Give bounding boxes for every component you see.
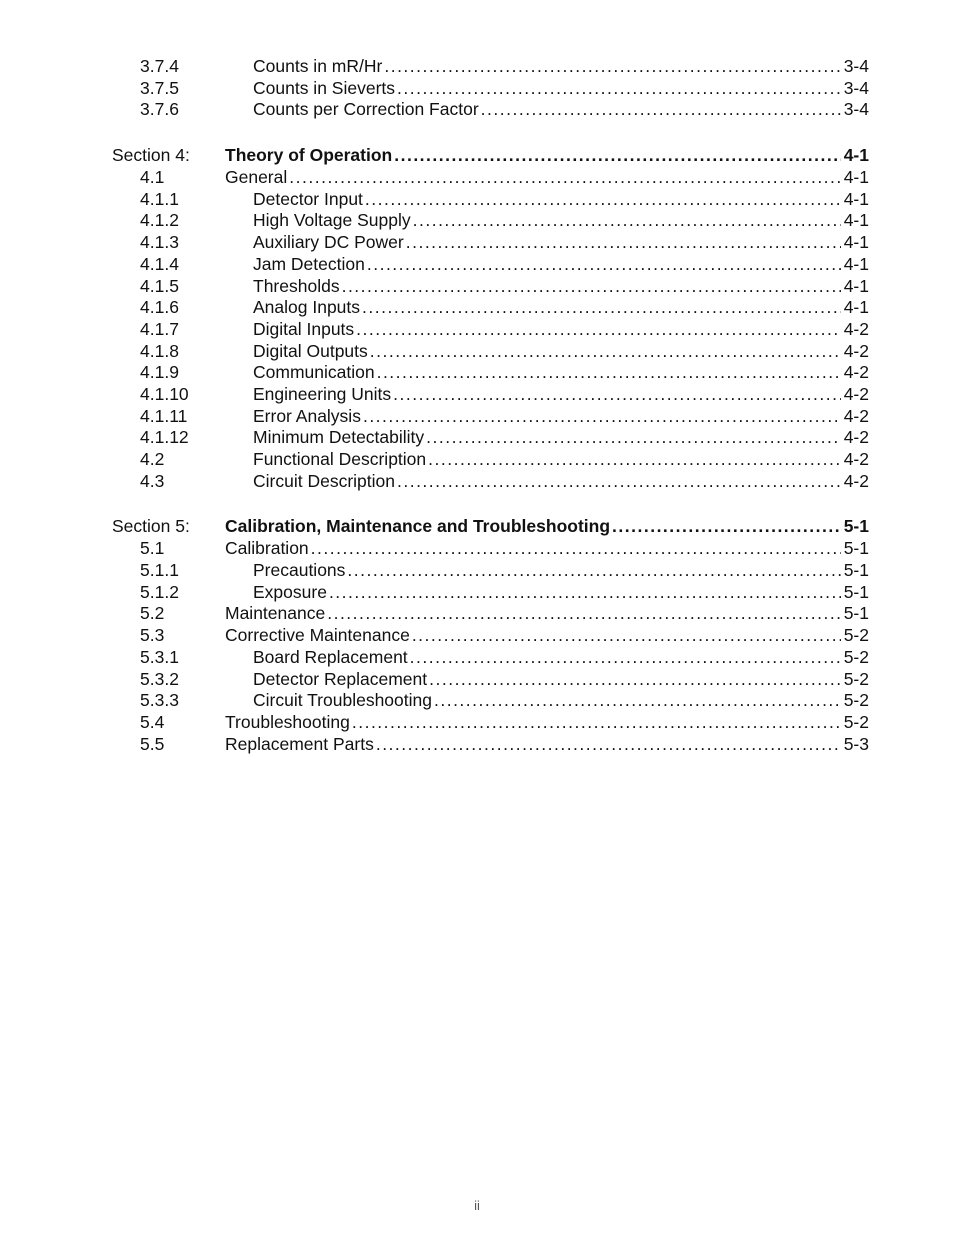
toc-entry-page: 4-1 bbox=[843, 232, 869, 253]
dot-leader bbox=[367, 254, 841, 276]
toc-entry-page: 4-2 bbox=[843, 405, 869, 426]
dot-leader bbox=[289, 167, 840, 189]
toc-entry-title: Maintenance bbox=[225, 603, 326, 624]
toc-entry-number: 4.1.12 bbox=[140, 427, 189, 448]
toc-entry-line bbox=[225, 254, 869, 276]
toc-entry[interactable] bbox=[112, 625, 869, 647]
dot-leader bbox=[362, 297, 841, 319]
toc-entry-title: Exposure bbox=[253, 581, 327, 602]
toc-entry-title: Counts in mR/Hr bbox=[253, 56, 383, 76]
toc-entry-page: 5-1 bbox=[843, 560, 869, 581]
toc-entry-line bbox=[225, 669, 869, 691]
toc-entry-page: 3-4 bbox=[843, 56, 869, 76]
toc-entry-title: Theory of Operation bbox=[225, 145, 393, 166]
dot-leader bbox=[370, 341, 841, 363]
toc-entry-page: 5-2 bbox=[843, 668, 869, 689]
toc-entry-line bbox=[225, 56, 869, 78]
toc-entry-page: 4-1 bbox=[843, 297, 869, 318]
toc-entry[interactable] bbox=[112, 362, 869, 384]
toc-entry[interactable] bbox=[112, 690, 869, 712]
toc-entry-title: Functional Description bbox=[253, 449, 427, 469]
toc-entry-title: Digital Inputs bbox=[253, 318, 355, 339]
toc-entry[interactable] bbox=[112, 647, 869, 669]
toc-entry-line bbox=[225, 514, 869, 538]
toc-entry[interactable] bbox=[112, 449, 869, 471]
toc-entry[interactable] bbox=[112, 232, 869, 254]
toc-entry-title: Circuit Description bbox=[253, 470, 395, 491]
toc-entry-page: 3-4 bbox=[843, 99, 869, 120]
toc-entry-title: Precautions bbox=[253, 560, 346, 581]
toc-entry[interactable] bbox=[112, 406, 869, 428]
toc-entry-line bbox=[225, 603, 869, 625]
toc-entry-number: 4.1.5 bbox=[140, 275, 179, 296]
dot-leader bbox=[342, 276, 841, 298]
toc-entry-number: 5.4 bbox=[140, 711, 165, 732]
toc-entry-title: Error Analysis bbox=[253, 405, 361, 426]
toc-entry-page: 5-1 bbox=[843, 538, 869, 559]
toc-entry-title: Counts in Sieverts bbox=[253, 77, 396, 98]
toc-entry-number: Section 5: bbox=[112, 516, 190, 537]
dot-leader bbox=[311, 538, 841, 560]
dot-leader bbox=[481, 99, 841, 121]
toc-entry-title: Circuit Troubleshooting bbox=[253, 690, 432, 711]
toc-entry-number: 4.1.3 bbox=[140, 232, 179, 253]
toc-entry-line bbox=[225, 167, 869, 189]
toc-entry-number: 4.1.9 bbox=[140, 362, 179, 383]
toc-entry-line bbox=[225, 471, 869, 493]
toc-entry[interactable] bbox=[112, 341, 869, 363]
toc-entry-title: Engineering Units bbox=[253, 383, 392, 404]
toc-entry-title: Thresholds bbox=[253, 275, 340, 296]
toc-entry[interactable] bbox=[112, 56, 869, 78]
dot-leader bbox=[428, 449, 841, 471]
toc-entry-number: 4.1.4 bbox=[140, 253, 179, 274]
toc-entry-page: 4-1 bbox=[843, 167, 869, 188]
toc-entry-line bbox=[225, 712, 869, 734]
dot-leader bbox=[365, 189, 841, 211]
toc-entry[interactable] bbox=[112, 78, 869, 100]
toc-entry-title: High Voltage Supply bbox=[253, 210, 411, 231]
toc-entry-title: Troubleshooting bbox=[225, 711, 350, 732]
toc-entry[interactable] bbox=[112, 734, 869, 756]
toc-entry-title: Board Replacement bbox=[253, 646, 408, 667]
toc-entry-line bbox=[225, 734, 869, 756]
toc-entry-number: 3.7.4 bbox=[140, 56, 179, 76]
toc-entry-title: Jam Detection bbox=[253, 253, 365, 274]
toc-entry-page: 4-1 bbox=[843, 275, 869, 296]
toc-entry-line bbox=[225, 582, 869, 604]
toc-entry-number: 5.3 bbox=[140, 625, 165, 646]
toc-entry-title: Auxiliary DC Power bbox=[253, 232, 404, 253]
toc-entry-line bbox=[225, 232, 869, 254]
toc-entry-number: 4.2 bbox=[140, 449, 165, 469]
toc-entry-number: 5.1.1 bbox=[140, 560, 179, 581]
toc-entry-page: 5-3 bbox=[843, 733, 869, 754]
toc-entry-line bbox=[225, 384, 869, 406]
toc-entry-number: 4.3 bbox=[140, 470, 165, 491]
toc-entry[interactable] bbox=[112, 319, 869, 341]
dot-leader bbox=[412, 625, 841, 647]
toc-entry-title: Calibration, Maintenance and Troubleshooting bbox=[225, 516, 611, 537]
toc-entry-number: 4.1.10 bbox=[140, 383, 189, 404]
toc-entry-page: 4-2 bbox=[843, 449, 869, 469]
toc-entry-title: Counts per Correction Factor bbox=[253, 99, 479, 120]
toc-entry-title: Replacement Parts bbox=[225, 733, 374, 754]
toc-entry-number: 4.1 bbox=[140, 167, 165, 188]
toc-entry[interactable] bbox=[112, 582, 869, 604]
toc-section-heading[interactable] bbox=[112, 143, 869, 167]
dot-leader bbox=[410, 647, 841, 669]
toc-entry-line bbox=[225, 449, 869, 471]
toc-entry-number: 3.7.6 bbox=[140, 99, 179, 120]
toc-entry-page: 5-2 bbox=[843, 690, 869, 711]
dot-leader bbox=[327, 603, 840, 625]
toc-entry-line bbox=[225, 560, 869, 582]
toc-entry[interactable] bbox=[112, 669, 869, 691]
toc-entry-line bbox=[225, 647, 869, 669]
toc-entry-title: Communication bbox=[253, 362, 375, 383]
toc-entry-page: 5-1 bbox=[843, 581, 869, 602]
toc-entry-page: 5-2 bbox=[843, 646, 869, 667]
toc-entry-page: 4-1 bbox=[843, 145, 869, 166]
toc-entry[interactable] bbox=[112, 603, 869, 625]
toc-entry[interactable] bbox=[112, 189, 869, 211]
dot-leader bbox=[347, 560, 840, 582]
toc-entry[interactable] bbox=[112, 167, 869, 189]
toc-entry-line bbox=[225, 341, 869, 363]
dot-leader bbox=[397, 78, 841, 100]
dot-leader bbox=[393, 384, 841, 406]
dot-leader bbox=[406, 232, 841, 254]
toc-entry-title: Corrective Maintenance bbox=[225, 625, 410, 646]
toc-entry-page: 5-2 bbox=[843, 711, 869, 732]
page-number: ii bbox=[474, 1198, 480, 1213]
dot-leader bbox=[413, 210, 841, 232]
toc-entry-page: 4-2 bbox=[843, 427, 869, 448]
toc-entry-number: 5.3.2 bbox=[140, 668, 179, 689]
toc-entry[interactable] bbox=[112, 297, 869, 319]
toc-entry[interactable] bbox=[112, 471, 869, 493]
toc-entry-page: 3-4 bbox=[843, 77, 869, 98]
dot-leader bbox=[397, 471, 841, 493]
toc-entry-page: 5-2 bbox=[843, 625, 869, 646]
toc-entry-line bbox=[225, 276, 869, 298]
toc-group bbox=[112, 143, 869, 492]
toc-entry-title: Calibration bbox=[225, 538, 309, 559]
table-of-contents bbox=[112, 56, 869, 777]
toc-section-heading[interactable] bbox=[112, 514, 869, 538]
toc-entry-number: 5.3.3 bbox=[140, 690, 179, 711]
toc-entry[interactable] bbox=[112, 427, 869, 449]
toc-entry-title: Minimum Detectability bbox=[253, 427, 425, 448]
toc-entry[interactable] bbox=[112, 254, 869, 276]
toc-entry-line bbox=[225, 406, 869, 428]
toc-entry-number: 5.3.1 bbox=[140, 646, 179, 667]
toc-entry[interactable] bbox=[112, 560, 869, 582]
dot-leader bbox=[426, 427, 841, 449]
toc-entry-line bbox=[225, 625, 869, 647]
dot-leader bbox=[394, 143, 840, 167]
toc-entry[interactable] bbox=[112, 538, 869, 560]
toc-entry-page: 4-2 bbox=[843, 362, 869, 383]
toc-entry-line bbox=[225, 362, 869, 384]
toc-entry-number: 4.1.2 bbox=[140, 210, 179, 231]
toc-entry-number: 5.2 bbox=[140, 603, 165, 624]
toc-entry-number: 5.1 bbox=[140, 538, 165, 559]
toc-entry-line bbox=[225, 189, 869, 211]
toc-entry-title: Analog Inputs bbox=[253, 297, 361, 318]
toc-entry-page: 5-1 bbox=[843, 516, 869, 537]
toc-entry-title: General bbox=[225, 167, 288, 188]
toc-entry-number: 4.1.7 bbox=[140, 318, 179, 339]
dot-leader bbox=[376, 734, 841, 756]
toc-entry-number: 5.1.2 bbox=[140, 581, 179, 602]
dot-leader bbox=[329, 582, 841, 604]
toc-entry-line bbox=[225, 319, 869, 341]
toc-entry[interactable] bbox=[112, 99, 869, 121]
dot-leader bbox=[352, 712, 841, 734]
toc-entry-line bbox=[225, 143, 869, 167]
dot-leader bbox=[384, 56, 840, 78]
toc-entry[interactable] bbox=[112, 210, 869, 232]
toc-entry-page: 4-2 bbox=[843, 383, 869, 404]
toc-group bbox=[112, 56, 869, 121]
toc-entry-page: 4-1 bbox=[843, 188, 869, 209]
toc-entry-title: Digital Outputs bbox=[253, 340, 368, 361]
toc-entry-page: 4-2 bbox=[843, 340, 869, 361]
toc-group bbox=[112, 514, 869, 755]
toc-entry-line bbox=[225, 78, 869, 100]
toc-entry-title: Detector Replacement bbox=[253, 668, 428, 689]
dot-leader bbox=[434, 690, 841, 712]
toc-entry-page: 4-2 bbox=[843, 470, 869, 491]
toc-entry-page: 4-2 bbox=[843, 318, 869, 339]
dot-leader bbox=[429, 669, 841, 691]
toc-entry-number: 4.1.6 bbox=[140, 297, 179, 318]
toc-entry-line bbox=[225, 210, 869, 232]
dot-leader bbox=[363, 406, 841, 428]
dot-leader bbox=[356, 319, 841, 341]
toc-entry-title: Detector Input bbox=[253, 188, 363, 209]
toc-entry-page: 5-1 bbox=[843, 603, 869, 624]
toc-entry-number: 5.5 bbox=[140, 733, 165, 754]
toc-entry-page: 4-1 bbox=[843, 210, 869, 231]
dot-leader bbox=[377, 362, 841, 384]
toc-entry-line bbox=[225, 297, 869, 319]
toc-entry-number: 3.7.5 bbox=[140, 77, 179, 98]
toc-entry-line bbox=[225, 690, 869, 712]
dot-leader bbox=[612, 514, 841, 538]
toc-entry[interactable] bbox=[112, 276, 869, 298]
toc-entry-number: 4.1.1 bbox=[140, 188, 179, 209]
toc-entry-number: Section 4: bbox=[112, 145, 190, 166]
toc-entry-line bbox=[225, 538, 869, 560]
toc-entry-page: 4-1 bbox=[843, 253, 869, 274]
toc-entry-line bbox=[225, 427, 869, 449]
toc-entry-line bbox=[225, 99, 869, 121]
toc-entry[interactable] bbox=[112, 384, 869, 406]
toc-entry-number: 4.1.8 bbox=[140, 340, 179, 361]
toc-entry[interactable] bbox=[112, 712, 869, 734]
toc-entry-number: 4.1.11 bbox=[140, 405, 188, 426]
